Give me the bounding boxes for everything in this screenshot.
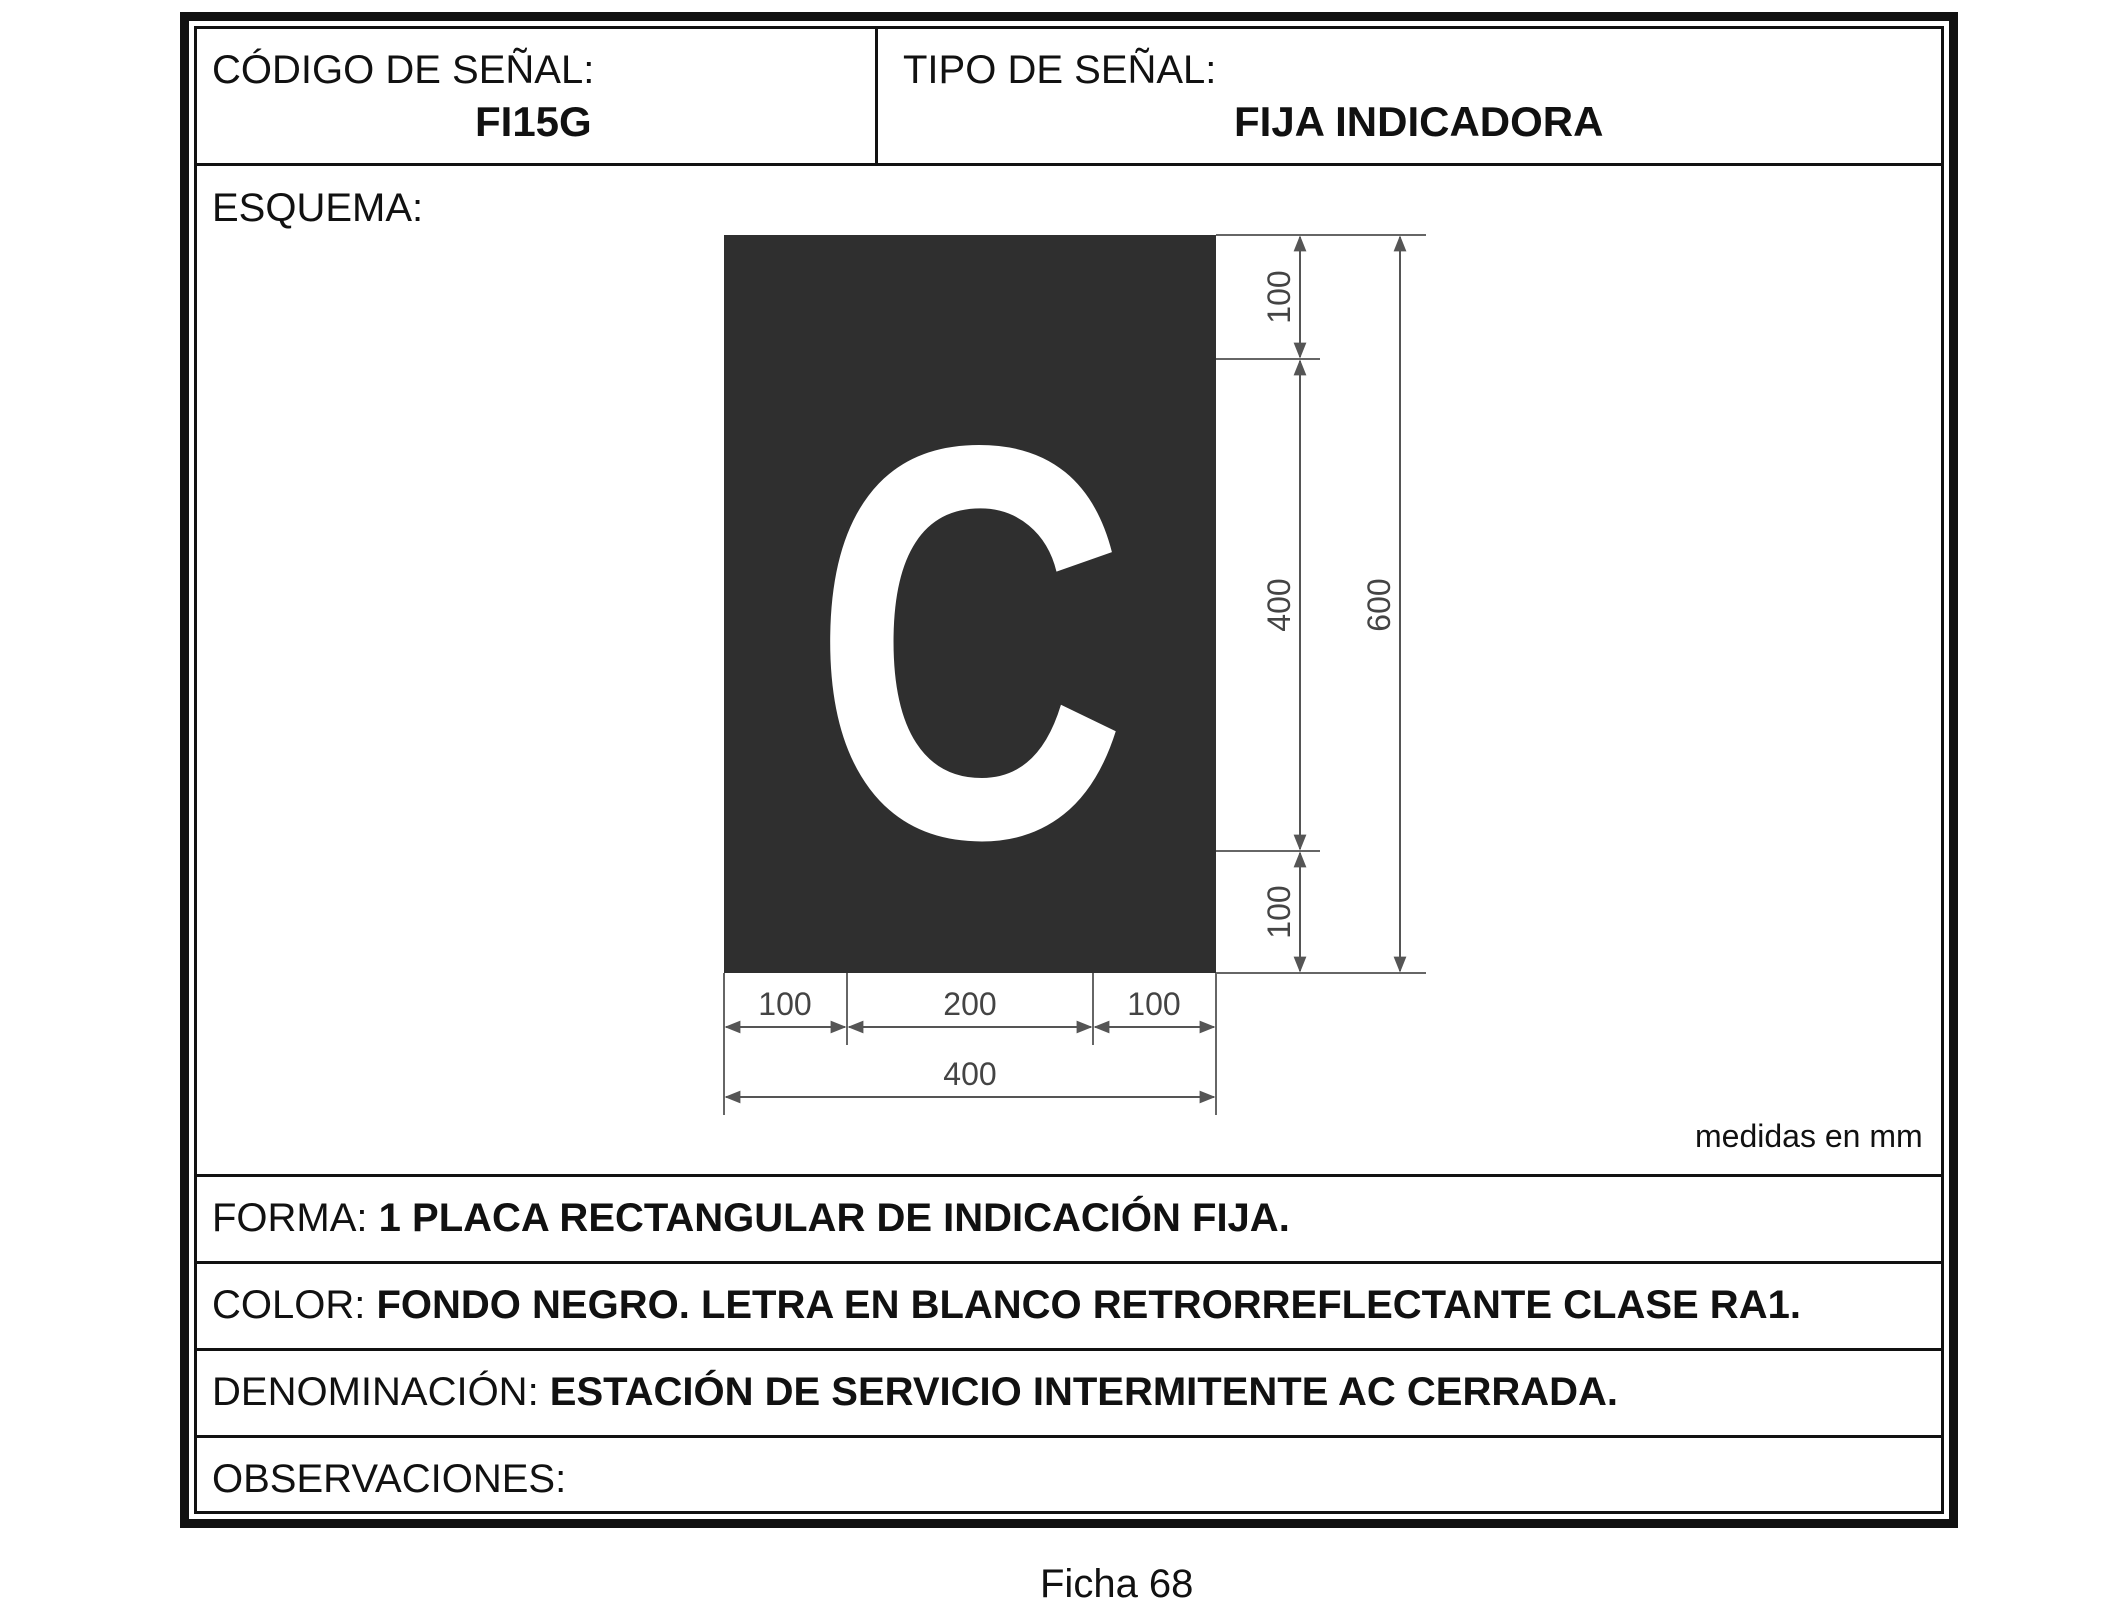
units-note: medidas en mm xyxy=(1695,1118,1923,1154)
dim-top-margin: 100 xyxy=(1261,270,1297,324)
dim-total-height: 600 xyxy=(1361,578,1397,632)
dim-bottom-margin: 100 xyxy=(1261,885,1297,939)
denominacion-value: ESTACIÓN DE SERVICIO INTERMITENTE AC CERRADA. xyxy=(549,1370,1619,1414)
signal-type-value: FIJA INDICADORA xyxy=(1234,98,1604,145)
schema-label: ESQUEMA: xyxy=(212,186,424,230)
observaciones-line xyxy=(212,1457,566,1502)
signal-type-label: TIPO DE SEÑAL: xyxy=(903,48,1217,92)
forma-value: 1 PLACA RECTANGULAR DE INDICACIÓN FIJA. xyxy=(378,1196,1290,1240)
page-footer: Ficha 68 xyxy=(1040,1562,1194,1606)
header-row xyxy=(194,26,1944,166)
dim-letter-height: 400 xyxy=(1261,578,1297,632)
dim-right-margin: 100 xyxy=(1127,986,1181,1022)
sign-letter: C xyxy=(812,329,1128,956)
denominacion-line xyxy=(212,1370,1618,1415)
signal-code-value: FI15G xyxy=(475,98,592,145)
dim-letter-width: 200 xyxy=(943,986,997,1022)
forma-line xyxy=(212,1196,1290,1241)
observaciones-label: OBSERVACIONES: xyxy=(212,1457,567,1501)
forma-label: FORMA: xyxy=(212,1196,379,1240)
color-line xyxy=(212,1283,1801,1328)
signal-code-label: CÓDIGO DE SEÑAL: xyxy=(212,48,595,92)
denominacion-label: DENOMINACIÓN: xyxy=(212,1370,550,1414)
sign-diagram xyxy=(700,225,1460,1125)
color-label: COLOR: xyxy=(212,1283,377,1327)
dim-left-margin: 100 xyxy=(758,986,812,1022)
dim-total-width: 400 xyxy=(943,1056,997,1092)
header-divider xyxy=(875,26,878,166)
color-value: FONDO NEGRO. LETRA EN BLANCO RETRORREFLECTANTE CLASE RA1. xyxy=(376,1283,1801,1327)
